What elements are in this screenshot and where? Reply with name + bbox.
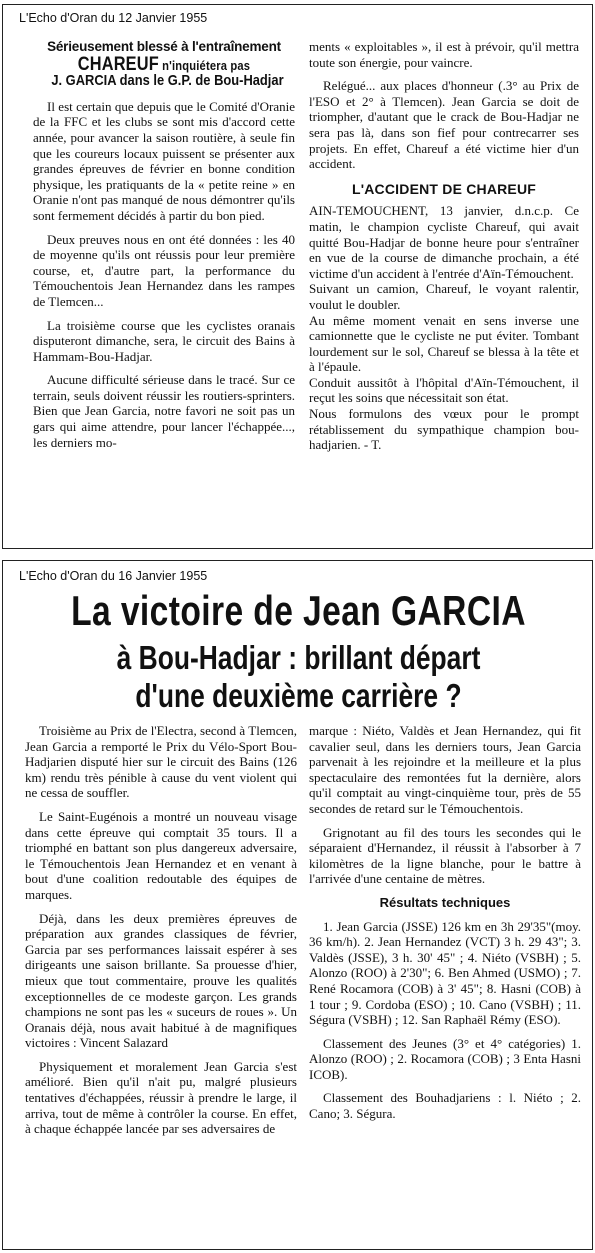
clipping-1-source: L'Echo d'Oran du 12 Janvier 1955 <box>19 11 208 25</box>
clipping-2-title-line-2: à Bou-Hadjar : brillant départ <box>116 639 481 676</box>
paragraph: Troisième au Prix de l'Electra, second à Tlemcen, Jean Garcia a remporté le Prix du Vélo-Sport Bou-Hadjarien disputé hier sur le circuit des Bains (126 km) rendu très pénible à cause du vent violent qui ne cessa de souffler. <box>25 723 297 801</box>
clipping-1-right-column <box>309 39 579 453</box>
clipping-2-title-line-1: La victoire de Jean GARCIA <box>71 587 526 634</box>
paragraph: Aucune difficulté sérieuse dans le tracé. Sur ce terrain, seuls doivent réussir les routiers-sprinters. Bien que Jean Garcia, notre favori ne soit pas un gars qui aime attendre, pour lancer l'échappée..., les derniers mo- <box>33 372 295 450</box>
clipping-1-left-column <box>33 39 295 458</box>
paragraph: Le Saint-Eugénois a montré un nouveau visage dans cette épreuve qui comptait 35 tours. Il a triomphé en battant son plus dangereux adversaire, le Témouchentois Jean Hernandez et en venant à bout d'une coalition redoutable des équipes de marques. <box>25 808 297 902</box>
headline-name: CHAREUF <box>77 53 159 75</box>
clipping-1-right-body-top <box>309 39 579 172</box>
clipping-2-right-column <box>309 723 581 1130</box>
paragraph: 1. Jean Garcia (JSSE) 126 km en 3h 29'35"(moy. 36 km/h). 2. Jean Hernandez (VCT) 3 h. 29 43"; 3. Valdès (JSSE), 3 h. 30' 45" ; 4. Niéto (VSBH) ; 5. Alonzo (ROO) à 2'30"; 6. Ben Ahmed (USMO) ; 7. René Rocamora (COB) à 3' 45"; 8. Hasni (COB) à 1 tour ; 9. Cordoba (ESO) ; 10. Cano (VSBH) ; 11. Ségura (VSBH) ; 12. San Raphaël Rémy (ESO). <box>309 918 581 1028</box>
clipping-2-title-line-3: d'une deuxième carrière ? <box>135 677 462 714</box>
accident-subhead: L'ACCIDENT DE CHAREUF <box>351 180 537 197</box>
results-body <box>309 919 581 1122</box>
paragraph: La troisième course que les cyclistes oranais disputeront dimanche, sera, le circuit des Bains à Hammam-Bou-Hadjar. <box>33 317 295 364</box>
paragraph: Suivant un camion, Chareuf, le voyant ralentir, voulut le doubler. <box>309 281 579 312</box>
paragraph: Déjà, dans les deux premières épreuves de préparation aux grandes classiques de février, Garcia par ses performances laissait espérer à ses dirigeants une saison brillante. Sa prouesse d'hier, mieux que tout commentaire, prouve les qualités exceptionnelles de ce modeste garçon. Les grands champions ne sont pas les « suceurs de roues ». Un Oranais déjà, nous avait habitué à de magnifiques victoires : Vincent Salazard <box>25 910 297 1051</box>
paragraph: Au même moment venait en sens inverse une camionnette que le cycliste ne put éviter. Tombant lourdement sur le sol, Chareuf se blessa à la tête et à l'épaule. <box>309 312 579 375</box>
results-title: Résultats techniques <box>379 894 511 910</box>
paragraph: Classement des Jeunes (3° et 4° catégories) 1. Alonzo (ROO) ; 2. Rocamora (COB) ; 3 Enta Hasni ICOB). <box>309 1035 581 1082</box>
clipping-1-kicker: Sérieusement blessé à l'entraînement <box>47 39 281 54</box>
paragraph: Deux preuves nous en ont été données : les 40 de moyenne qu'ils ont réussis pour leur première course, et, d'autre part, la performance du Témouchentois Jean Hernandez dans les rampes de Tlemcen... <box>33 231 295 309</box>
clipping-1-headline-line-2: J. GARCIA dans le G.P. de Bou-Hadjar <box>51 72 284 90</box>
clipping-1-left-body <box>33 99 295 450</box>
clipping-2-left-body <box>25 723 297 1137</box>
clipping-1-headline-line-1 <box>51 53 276 75</box>
paragraph: Classement des Bouhadjariens : l. Niéto ; 2. Cano; 3. Ségura. <box>309 1090 581 1122</box>
paragraph: Conduit aussitôt à l'hôpital d'Aïn-Témouchent, il reçut les soins que nécessitait son état. <box>309 374 579 406</box>
paragraph: marque : Niéto, Valdès et Jean Hernandez, qui fit cavalier seul, dans les derniers tours, Jean Garcia parvenait à les rejoindre et la meilleure et la plus spectaculaire des remontées fut la dernière, alors qu'il comptait au vingt-cinquième tour, près de 55 secondes de retard sur le Témouchentois. <box>309 723 581 816</box>
clipping-2-source: L'Echo d'Oran du 16 Janvier 1955 <box>19 569 208 583</box>
paragraph: Il est certain que depuis que le Comité d'Oranie de la FFC et les clubs se sont mis d'accord cette année, pour avancer la saison routière, à seule fin que les coureurs locaux puissent se présenter aux grandes épreuves de février en bonne condition physique, les pratiquants de la « petite reine » en Oranie n'ont pas manqué de nous démontrer qu'ils sont fermement décidés à partir du bon pied. <box>33 98 295 223</box>
newspaper-clipping-2 <box>2 560 593 1250</box>
newspaper-clipping-1 <box>2 4 593 549</box>
paragraph: Relégué... aux places d'honneur (.3° au Prix de l'ESO et 2° à Tlemcen). Jean Garcia se doit de triompher, d'autant que le crack de Bou-Hadjar ne sera pas là, dans son fief pour contrecarrer ses projets. En effet, Chareuf a été victime hier d'un accident. <box>309 78 579 172</box>
clipping-2-right-body <box>309 723 581 887</box>
headline-rest: n'inquiétera pas <box>158 57 251 73</box>
paragraph: Grignotant au fil des tours les secondes qui le séparaient d'Hernandez, il réussit à l'absorber à 7 kilomètres de la ligne blanche, pour le battre à l'arrivée d'une centaine de mètres. <box>309 824 581 887</box>
paragraph: Nous formulons des vœux pour le prompt rétablissement du sympathique champion bou-hadjarien. - T. <box>309 406 579 453</box>
paragraph: ments « exploitables », il est à prévoir, qu'il mettra toute son énergie, pour vaincre. <box>309 39 579 70</box>
clipping-2-left-column <box>25 723 297 1145</box>
clipping-1-right-body-bottom <box>309 203 579 453</box>
paragraph: AIN-TEMOUCHENT, 13 janvier, d.n.c.p. Ce matin, le champion cycliste Chareuf, qui avait quitté Bou-Hadjar de bonne heure pour s'entraîner en vue de la course de dimanche prochain, a été victime d'un accident à l'entrée d'Aïn-Témouchent. <box>309 203 579 281</box>
paragraph: Physiquement et moralement Jean Garcia s'est amélioré. Bien qu'il n'ait pu, malgré plusieurs tentatives d'échappées, réussir à prendre le large, il arriva, tout de même à contrôler la course. En effet, à chaque échappée lancée par ses adversaires de <box>25 1058 297 1137</box>
